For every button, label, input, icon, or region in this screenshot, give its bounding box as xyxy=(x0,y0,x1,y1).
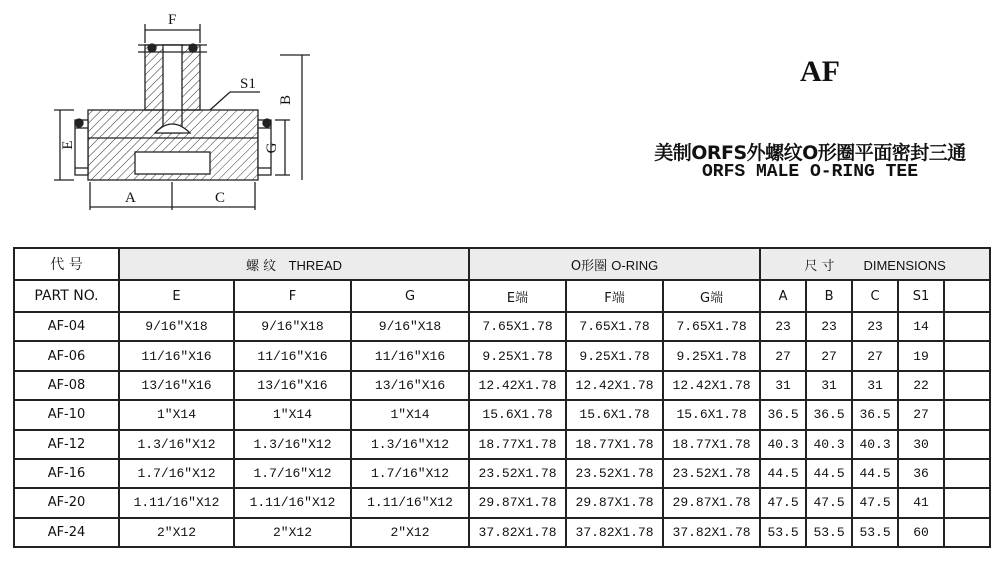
cell-dim-c: 31 xyxy=(852,371,898,400)
thread-header xyxy=(119,248,469,280)
cell-dim-s1: 36 xyxy=(898,459,944,488)
spec-table xyxy=(13,247,991,548)
cell-oring-f: 23.52X1.78 xyxy=(566,459,663,488)
cell-dim-c: 44.5 xyxy=(852,459,898,488)
col-header-f-end: F端 xyxy=(566,280,663,312)
cell-dim-s1: 27 xyxy=(898,400,944,429)
cell-oring-e: 7.65X1.78 xyxy=(469,312,566,341)
cell-oring-e: 9.25X1.78 xyxy=(469,341,566,370)
col-header-a: A xyxy=(760,280,806,312)
cell-oring-e: 18.77X1.78 xyxy=(469,430,566,459)
col-header-f: F xyxy=(234,280,351,312)
cell-part-no: AF-20 xyxy=(14,488,119,517)
cell-dim-s1: 22 xyxy=(898,371,944,400)
col-header-blank xyxy=(944,280,990,312)
cell-oring-e: 12.42X1.78 xyxy=(469,371,566,400)
thread-header-cn: 螺 纹 xyxy=(246,258,277,274)
cell-part-no: AF-12 xyxy=(14,430,119,459)
cell-thread-g: 11/16″X16 xyxy=(351,341,469,370)
col-header-e: E xyxy=(119,280,234,312)
cell-dim-b: 36.5 xyxy=(806,400,852,429)
cell-oring-f: 12.42X1.78 xyxy=(566,371,663,400)
cell-part-no: AF-06 xyxy=(14,341,119,370)
col-header-b: B xyxy=(806,280,852,312)
cell-extra xyxy=(944,430,990,459)
cell-dim-s1: 14 xyxy=(898,312,944,341)
cell-thread-e: 13/16″X16 xyxy=(119,371,234,400)
cell-thread-f: 2″X12 xyxy=(234,518,351,547)
cell-thread-e: 1.7/16″X12 xyxy=(119,459,234,488)
cell-oring-g: 29.87X1.78 xyxy=(663,488,760,517)
cell-dim-c: 27 xyxy=(852,341,898,370)
table-row xyxy=(14,430,990,459)
cell-dim-a: 44.5 xyxy=(760,459,806,488)
col-header-g: G xyxy=(351,280,469,312)
cell-thread-f: 11/16″X16 xyxy=(234,341,351,370)
cell-dim-a: 27 xyxy=(760,341,806,370)
table-row xyxy=(14,518,990,547)
table-row xyxy=(14,459,990,488)
cell-dim-a: 40.3 xyxy=(760,430,806,459)
cell-thread-g: 1.3/16″X12 xyxy=(351,430,469,459)
cell-thread-g: 1.11/16″X12 xyxy=(351,488,469,517)
cell-dim-b: 47.5 xyxy=(806,488,852,517)
cell-oring-g: 37.82X1.78 xyxy=(663,518,760,547)
cell-thread-e: 2″X12 xyxy=(119,518,234,547)
cell-oring-e: 29.87X1.78 xyxy=(469,488,566,517)
product-title-en: ORFS MALE O-RING TEE xyxy=(701,162,919,182)
cell-oring-g: 7.65X1.78 xyxy=(663,312,760,341)
cell-extra xyxy=(944,341,990,370)
label-c: C xyxy=(215,190,226,206)
cell-dim-b: 27 xyxy=(806,341,852,370)
cell-thread-f: 13/16″X16 xyxy=(234,371,351,400)
cell-part-no: AF-08 xyxy=(14,371,119,400)
part-no-header: PART NO. xyxy=(14,280,119,312)
table-row xyxy=(14,341,990,370)
cell-oring-f: 15.6X1.78 xyxy=(566,400,663,429)
label-b: B xyxy=(278,94,294,106)
cell-dim-a: 36.5 xyxy=(760,400,806,429)
cell-dim-s1: 60 xyxy=(898,518,944,547)
tee-fitting-drawing xyxy=(40,10,320,215)
cell-oring-e: 37.82X1.78 xyxy=(469,518,566,547)
cell-dim-s1: 41 xyxy=(898,488,944,517)
oring-header-en: O-RING xyxy=(611,257,659,273)
cell-thread-e: 1.11/16″X12 xyxy=(119,488,234,517)
cell-thread-f: 1.3/16″X12 xyxy=(234,430,351,459)
cell-part-no: AF-16 xyxy=(14,459,119,488)
cell-dim-s1: 19 xyxy=(898,341,944,370)
cell-thread-g: 1.7/16″X12 xyxy=(351,459,469,488)
oring-header xyxy=(469,248,760,280)
cell-oring-g: 23.52X1.78 xyxy=(663,459,760,488)
code-header: 代 号 xyxy=(14,248,119,280)
thread-header-en: THREAD xyxy=(288,257,343,273)
cell-oring-f: 9.25X1.78 xyxy=(566,341,663,370)
cell-part-no: AF-10 xyxy=(14,400,119,429)
cell-dim-b: 53.5 xyxy=(806,518,852,547)
cell-oring-g: 15.6X1.78 xyxy=(663,400,760,429)
cell-extra xyxy=(944,459,990,488)
col-header-c: C xyxy=(852,280,898,312)
cell-dim-a: 53.5 xyxy=(760,518,806,547)
cell-extra xyxy=(944,518,990,547)
cell-dim-a: 31 xyxy=(760,371,806,400)
cell-extra xyxy=(944,400,990,429)
cell-dim-b: 23 xyxy=(806,312,852,341)
label-e: E xyxy=(60,140,76,150)
dimensions-header-cn: 尺 寸 xyxy=(804,258,835,274)
cell-thread-f: 1.11/16″X12 xyxy=(234,488,351,517)
table-row xyxy=(14,400,990,429)
cell-part-no: AF-04 xyxy=(14,312,119,341)
cell-oring-e: 15.6X1.78 xyxy=(469,400,566,429)
cell-thread-f: 1″X14 xyxy=(234,400,351,429)
cell-part-no: AF-24 xyxy=(14,518,119,547)
cell-thread-f: 9/16″X18 xyxy=(234,312,351,341)
label-f: F xyxy=(168,12,177,28)
cell-thread-e: 1″X14 xyxy=(119,400,234,429)
label-g: G xyxy=(264,142,280,154)
cell-dim-b: 44.5 xyxy=(806,459,852,488)
cell-dim-c: 47.5 xyxy=(852,488,898,517)
cell-oring-f: 18.77X1.78 xyxy=(566,430,663,459)
cell-thread-e: 9/16″X18 xyxy=(119,312,234,341)
cell-dim-b: 31 xyxy=(806,371,852,400)
cell-dim-c: 36.5 xyxy=(852,400,898,429)
table-row xyxy=(14,312,990,341)
cell-thread-e: 11/16″X16 xyxy=(119,341,234,370)
cell-extra xyxy=(944,488,990,517)
cell-oring-f: 37.82X1.78 xyxy=(566,518,663,547)
col-header-e-end: E端 xyxy=(469,280,566,312)
cell-oring-g: 18.77X1.78 xyxy=(663,430,760,459)
column-header-row xyxy=(14,280,990,312)
cell-oring-g: 12.42X1.78 xyxy=(663,371,760,400)
product-title-cn: 美制ORFS外螺纹O形圈平面密封三通 xyxy=(654,142,966,164)
spec-table-body xyxy=(14,312,990,547)
label-s1: S1 xyxy=(240,76,256,92)
cell-thread-g: 2″X12 xyxy=(351,518,469,547)
oring-header-cn: O形圈 xyxy=(570,258,608,274)
cell-oring-e: 23.52X1.78 xyxy=(469,459,566,488)
product-code: AF xyxy=(800,55,840,88)
cell-oring-f: 29.87X1.78 xyxy=(566,488,663,517)
cell-oring-g: 9.25X1.78 xyxy=(663,341,760,370)
table-row xyxy=(14,488,990,517)
cell-thread-g: 13/16″X16 xyxy=(351,371,469,400)
col-header-g-end: G端 xyxy=(663,280,760,312)
cell-thread-g: 9/16″X18 xyxy=(351,312,469,341)
table-row xyxy=(14,371,990,400)
cell-thread-f: 1.7/16″X12 xyxy=(234,459,351,488)
cell-dim-b: 40.3 xyxy=(806,430,852,459)
cell-dim-c: 53.5 xyxy=(852,518,898,547)
cell-dim-a: 47.5 xyxy=(760,488,806,517)
cell-extra xyxy=(944,371,990,400)
cell-dim-c: 40.3 xyxy=(852,430,898,459)
cell-thread-g: 1″X14 xyxy=(351,400,469,429)
group-header-row xyxy=(14,248,990,280)
col-header-s1: S1 xyxy=(898,280,944,312)
cell-oring-f: 7.65X1.78 xyxy=(566,312,663,341)
dimensions-header xyxy=(760,248,990,280)
dimensions-header-en: DIMENSIONS xyxy=(863,257,946,273)
cell-thread-e: 1.3/16″X12 xyxy=(119,430,234,459)
cell-dim-c: 23 xyxy=(852,312,898,341)
label-a: A xyxy=(125,190,136,206)
cell-dim-s1: 30 xyxy=(898,430,944,459)
cell-dim-a: 23 xyxy=(760,312,806,341)
cell-extra xyxy=(944,312,990,341)
